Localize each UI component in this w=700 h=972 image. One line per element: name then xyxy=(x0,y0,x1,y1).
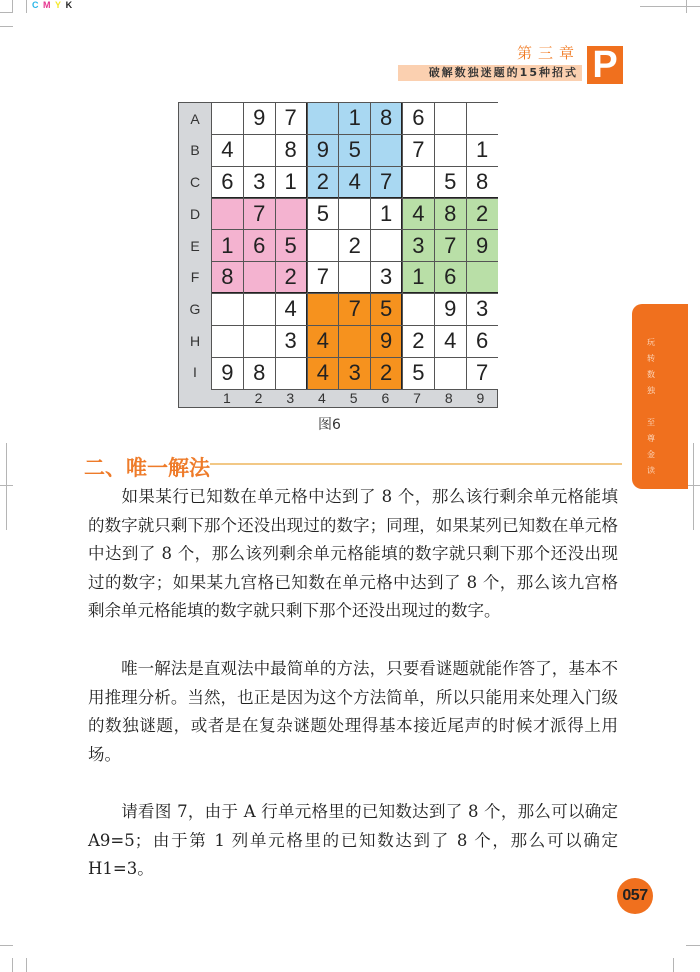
sudoku-cell: 6 xyxy=(403,103,434,134)
sudoku-cell: 8 xyxy=(244,358,275,389)
sudoku-cell xyxy=(467,103,498,134)
sudoku-cell xyxy=(435,358,466,389)
cmyk-color-bar xyxy=(32,0,73,10)
sudoku-cell: 4 xyxy=(276,294,307,325)
sudoku-cell xyxy=(212,103,243,134)
row-label: D xyxy=(189,205,201,222)
sudoku-cell: 3 xyxy=(244,167,275,198)
row-label: C xyxy=(189,174,201,191)
crop-mark xyxy=(693,443,694,530)
sudoku-cell: 6 xyxy=(435,262,466,293)
sudoku-cell xyxy=(308,230,339,261)
sudoku-cell xyxy=(339,199,370,230)
sudoku-cell: 2 xyxy=(403,326,434,357)
paragraph xyxy=(88,655,618,769)
section-rule xyxy=(210,463,622,465)
sudoku-cell: 2 xyxy=(467,199,498,230)
side-tab-char: 读 xyxy=(647,466,655,475)
sudoku-cell: 5 xyxy=(339,135,370,166)
chapter-subtitle: 破解数独迷题的15种招式 xyxy=(398,65,582,81)
sudoku-cell: 7 xyxy=(467,358,498,389)
sudoku-cell xyxy=(276,358,307,389)
sudoku-cell xyxy=(403,294,434,325)
sudoku-cell: 5 xyxy=(403,358,434,389)
sudoku-cell: 6 xyxy=(212,167,243,198)
crop-mark xyxy=(12,0,13,13)
sudoku-cell: 7 xyxy=(339,294,370,325)
row-label: E xyxy=(190,237,200,254)
cmyk-m: M xyxy=(43,0,52,10)
crop-mark xyxy=(0,945,13,946)
side-tab xyxy=(632,304,688,489)
crop-mark xyxy=(686,945,700,946)
paragraph xyxy=(88,483,618,626)
sudoku-cell: 3 xyxy=(339,358,370,389)
sudoku-cell: 5 xyxy=(308,199,339,230)
sudoku-cell xyxy=(339,326,370,357)
sudoku-cell: 7 xyxy=(403,135,434,166)
crop-mark xyxy=(26,958,27,972)
sudoku-cell: 7 xyxy=(308,262,339,293)
sudoku-cell: 1 xyxy=(371,199,402,230)
sudoku-cell: 5 xyxy=(371,294,402,325)
sudoku-cell: 4 xyxy=(308,358,339,389)
sudoku-cell xyxy=(212,294,243,325)
sudoku-cell: 7 xyxy=(435,230,466,261)
crop-mark xyxy=(0,12,12,13)
figure-caption: 图6 xyxy=(318,417,341,433)
sudoku-cell: 2 xyxy=(308,167,339,198)
cmyk-k: K xyxy=(65,0,74,10)
sudoku-cell: 9 xyxy=(435,294,466,325)
sudoku-cell: 3 xyxy=(403,230,434,261)
crop-mark xyxy=(686,0,687,13)
sudoku-cell xyxy=(371,135,402,166)
crop-mark xyxy=(26,0,27,13)
sudoku-cell: 6 xyxy=(467,326,498,357)
paragraph xyxy=(88,798,618,884)
col-label: 4 xyxy=(318,390,326,406)
col-label: 5 xyxy=(349,390,358,406)
sudoku-cell xyxy=(244,262,275,293)
sudoku-cell: 7 xyxy=(244,199,275,230)
row-label: H xyxy=(189,332,201,349)
sudoku-cell xyxy=(339,262,370,293)
paragraph-text: 唯一解法是直观法中最简单的方法，只要看谜题就能作答了，基本不用推理分析。当然，也正是因为这个方法简单，所以只能用来处理入门级的数独谜题，或者是在复杂谜题处理得基本接近尾声的时候才派得上用场。 xyxy=(88,659,618,764)
sudoku-cell: 8 xyxy=(276,135,307,166)
side-tab-char: 至 xyxy=(647,418,655,427)
sudoku-cell: 9 xyxy=(244,103,275,134)
sudoku-cell xyxy=(467,262,498,293)
sudoku-cell: 4 xyxy=(435,326,466,357)
sudoku-cell: 6 xyxy=(244,230,275,261)
side-tab-char: 转 xyxy=(647,354,655,363)
sudoku-cell: 1 xyxy=(212,230,243,261)
col-label: 2 xyxy=(254,390,263,406)
section-title: 二、唯一解法 xyxy=(84,455,210,480)
crop-mark xyxy=(0,485,13,486)
sudoku-cell xyxy=(212,326,243,357)
sudoku-cell xyxy=(244,326,275,357)
sudoku-cell: 3 xyxy=(276,326,307,357)
col-label: 1 xyxy=(222,390,231,406)
cmyk-c: C xyxy=(32,0,40,10)
crop-mark xyxy=(688,485,700,486)
crop-mark xyxy=(0,26,13,27)
row-label: A xyxy=(190,110,200,127)
p-logo-icon: P xyxy=(587,46,623,84)
crop-mark xyxy=(6,443,7,530)
col-label: 9 xyxy=(476,390,485,406)
sudoku-cell: 9 xyxy=(371,326,402,357)
sudoku-cell: 4 xyxy=(212,135,243,166)
sudoku-cell: 5 xyxy=(435,167,466,198)
sudoku-cell: 7 xyxy=(371,167,402,198)
sudoku-cell xyxy=(435,103,466,134)
sudoku-figure xyxy=(178,102,498,408)
crop-mark xyxy=(12,958,13,972)
sudoku-cell: 8 xyxy=(371,103,402,134)
sudoku-cell: 3 xyxy=(371,262,402,293)
page-number: 057 xyxy=(617,878,653,914)
sudoku-cell: 2 xyxy=(339,230,370,261)
sudoku-cell: 8 xyxy=(467,167,498,198)
sudoku-cell xyxy=(276,199,307,230)
sudoku-grid xyxy=(211,103,498,390)
sudoku-cell: 4 xyxy=(308,326,339,357)
sudoku-cell: 1 xyxy=(276,167,307,198)
side-tab-char: 金 xyxy=(647,450,655,459)
side-tab-char: 玩 xyxy=(647,338,655,347)
sudoku-cell xyxy=(308,103,339,134)
cmyk-y: Y xyxy=(55,0,63,10)
sudoku-cell: 1 xyxy=(339,103,370,134)
paragraph-text: 如果某行已知数在单元格中达到了 8 个，那么该行剩余单元格能填的数字就只剩下那个还没出现过的数字；同理，如果某列已知数在单元格中达到了 8 个，那么该列剩余单元格能填的数字就只剩下那个还没出现过的数字；如果某九宫格已知数在单元格中达到了 8 个，那么该九宫格剩余单元格能填的数字就只剩下那个还没出现过的数字。 xyxy=(88,487,618,621)
sudoku-cell xyxy=(244,294,275,325)
sudoku-cell: 9 xyxy=(467,230,498,261)
row-label: G xyxy=(189,300,201,317)
sudoku-cell: 1 xyxy=(467,135,498,166)
sudoku-cell: 2 xyxy=(276,262,307,293)
chapter-label: 第三章 xyxy=(516,44,580,62)
sudoku-cell xyxy=(308,294,339,325)
sudoku-cell xyxy=(244,135,275,166)
row-label: I xyxy=(193,364,197,381)
sudoku-cell: 9 xyxy=(308,135,339,166)
col-label: 6 xyxy=(381,390,390,406)
sudoku-cell: 9 xyxy=(212,358,243,389)
sudoku-cell xyxy=(212,199,243,230)
sudoku-cell: 4 xyxy=(403,199,434,230)
sudoku-cell: 7 xyxy=(276,103,307,134)
sudoku-cell: 4 xyxy=(339,167,370,198)
crop-mark xyxy=(673,958,674,972)
sudoku-cell xyxy=(403,167,434,198)
sudoku-cell: 5 xyxy=(276,230,307,261)
sudoku-cell: 8 xyxy=(212,262,243,293)
sudoku-cell xyxy=(435,135,466,166)
side-tab-char: 数 xyxy=(647,370,655,379)
row-label: F xyxy=(190,269,200,286)
col-label: 7 xyxy=(413,390,421,406)
sudoku-cell: 2 xyxy=(371,358,402,389)
sudoku-cell xyxy=(371,230,402,261)
side-tab-char: 独 xyxy=(647,386,655,395)
col-label: 8 xyxy=(444,390,453,406)
side-tab-char: 尊 xyxy=(647,434,655,443)
row-label: B xyxy=(190,142,200,159)
paragraph-text: 请看图 7，由于 A 行单元格里的已知数达到了 8 个，那么可以确定 A9=5；由于第 1 列单元格里的已知数达到了 8 个，那么可以确定 H1=3。 xyxy=(88,802,618,879)
crop-mark xyxy=(640,6,700,7)
sudoku-cell: 1 xyxy=(403,262,434,293)
sudoku-cell: 3 xyxy=(467,294,498,325)
col-label: 3 xyxy=(286,390,295,406)
sudoku-cell: 8 xyxy=(435,199,466,230)
